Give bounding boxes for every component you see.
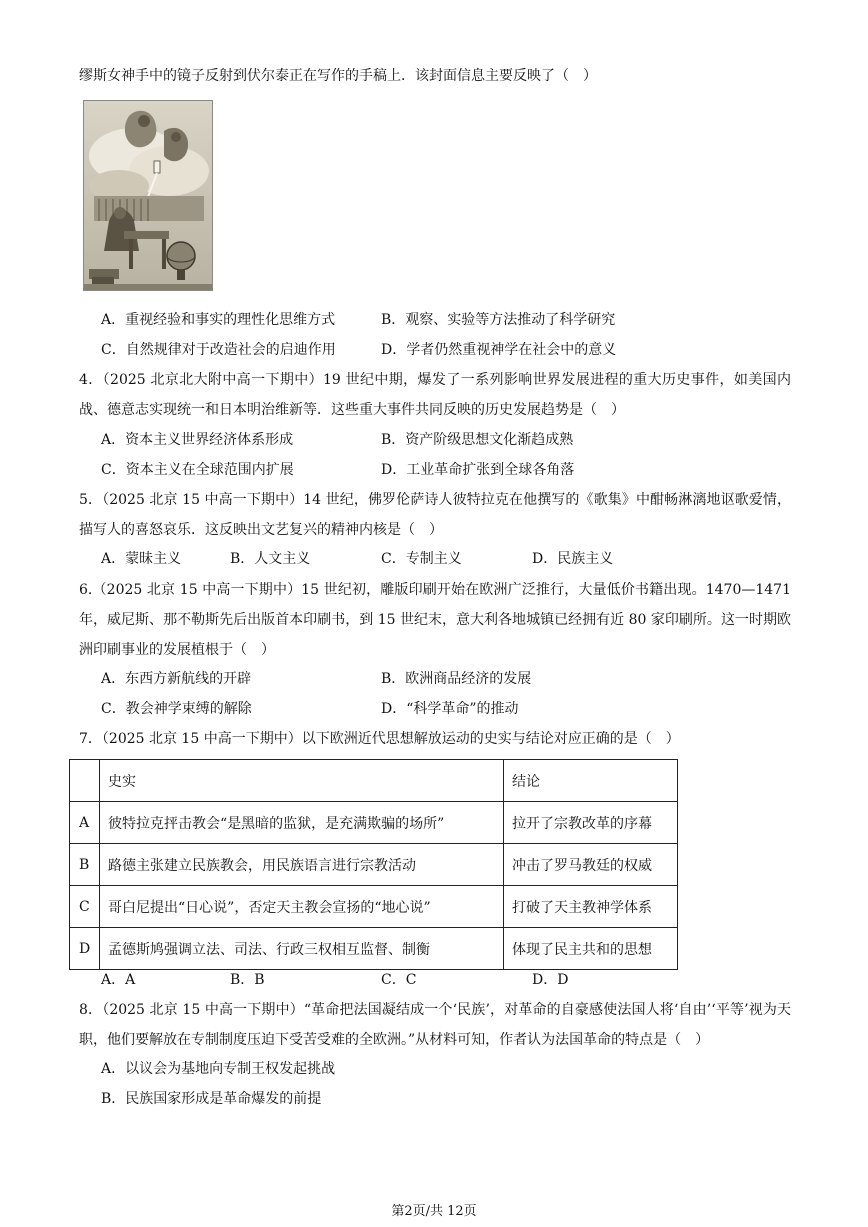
q6-option-b[interactable]: B．欧洲商品经济的发展 [381, 671, 532, 687]
table-header-cell: 史实 [100, 760, 504, 802]
table-row [70, 844, 678, 886]
table-cell: 路德主张建立民族教会，用民族语言进行宗教活动 [100, 844, 504, 886]
q5-option-b[interactable]: B．人文主义 [230, 551, 311, 567]
q5-option-c[interactable]: C．专制主义 [381, 551, 462, 567]
table-header-cell: 结论 [504, 760, 678, 802]
q8-option-a[interactable]: A．以议会为基地向专制王权发起挑战 [101, 1061, 336, 1077]
q6-option-d[interactable]: D．“科学革命”的推动 [381, 701, 519, 717]
table-cell: D [70, 928, 100, 970]
q4-option-b[interactable]: B．资产阶级思想文化渐趋成熟 [381, 432, 574, 448]
table-cell: 孟德斯鸠强调立法、司法、行政三权相互监督、制衡 [100, 928, 504, 970]
table-cell: 拉开了宗教改革的序幕 [504, 802, 678, 844]
q5-option-d[interactable]: D．民族主义 [532, 551, 614, 567]
q7-option-c[interactable]: C．C [381, 972, 417, 988]
q7-option-d[interactable]: D．D [532, 972, 569, 988]
q3-option-d[interactable]: D．学者仍然重视神学在社会中的意义 [381, 342, 617, 358]
table-cell: 冲击了罗马教廷的权威 [504, 844, 678, 886]
table-row [70, 886, 678, 928]
q3-stem: 缪斯女神手中的镜子反射到伏尔泰正在写作的手稿上．该封面信息主要反映了（ ） [79, 68, 597, 84]
q5-option-a[interactable]: A．蒙昧主义 [101, 551, 182, 567]
table-cell: A [70, 802, 100, 844]
q7-option-a[interactable]: A．A [101, 972, 136, 988]
q5-stem: 5．（2025 北京 15 中高一下期中）14 世纪，佛罗伦萨诗人彼特拉克在他撰写的《歌集》中酣畅淋漓地讴歌爱情，描写人的喜怒哀乐．这反映出文艺复兴的精神内核是（ ） [79, 492, 791, 538]
table-cell: C [70, 886, 100, 928]
table-row [70, 928, 678, 970]
q4-option-a[interactable]: A．资本主义世界经济体系形成 [101, 432, 294, 448]
table-cell: 彼特拉克抨击教会“是黑暗的监狱，是充满欺骗的场所” [100, 802, 504, 844]
q3-option-c[interactable]: C．自然规律对于改造社会的启迪作用 [101, 342, 336, 358]
q4-stem: 4．（2025 北京北大附中高一下期中）19 世纪中期，爆发了一系列影响世界发展进程的重大历史事件，如美国内战、德意志实现统一和日本明治维新等．这些重大事件共同反映的历史发展趋势是（ ） [79, 372, 791, 418]
table-cell: 体现了民主共和的思想 [504, 928, 678, 970]
q6-stem: 6.（2025 北京 15 中高一下期中）15 世纪初，雕版印刷开始在欧洲广泛推行，大量低价书籍出现。1470—1471 年，威尼斯、那不勒斯先后出版首本印刷书，到 15 世纪末，意大利各地城镇已经拥有近 80 家印刷所。这一时期欧洲印刷事业的发展植根于（ ） [79, 582, 791, 658]
q7-stem: 7．（2025 北京 15 中高一下期中）以下欧洲近代思想解放运动的史实与结论对应正确的是（ ） [79, 731, 680, 747]
page-number-footer: 第2页/共 12页 [391, 1204, 477, 1219]
q7-table [69, 759, 678, 970]
table-cell [70, 760, 100, 802]
q4-option-d[interactable]: D．工业革命扩张到全球各角落 [381, 462, 575, 478]
q3-option-a[interactable]: A．重视经验和事实的理性化思维方式 [101, 312, 336, 328]
q6-option-a[interactable]: A．东西方新航线的开辟 [101, 671, 252, 687]
voltaire-frontispiece-image [83, 100, 213, 291]
table-header-row [70, 760, 678, 802]
q8-stem: 8．（2025 北京 15 中高一下期中）“革命把法国凝结成一个‘民族’，对革命的自豪感使法国人将‘自由’‘平等’视为天职，他们要解放在专制制度压迫下受苦受难的全欧洲。”从材料可知，作者认为法国革命的特点是（ ） [79, 1002, 791, 1048]
q4-option-c[interactable]: C．资本主义在全球范围内扩展 [101, 462, 294, 478]
q8-option-b[interactable]: B．民族国家形成是革命爆发的前提 [101, 1091, 322, 1107]
table-cell: 打破了天主教神学体系 [504, 886, 678, 928]
table-cell: B [70, 844, 100, 886]
q7-option-b[interactable]: B．B [230, 972, 265, 988]
table-row [70, 802, 678, 844]
q3-option-b[interactable]: B．观察、实验等方法推动了科学研究 [381, 312, 616, 328]
q6-option-c[interactable]: C．教会神学束缚的解除 [101, 701, 252, 717]
table-cell: 哥白尼提出“日心说”，否定天主教会宣扬的“地心说” [100, 886, 504, 928]
